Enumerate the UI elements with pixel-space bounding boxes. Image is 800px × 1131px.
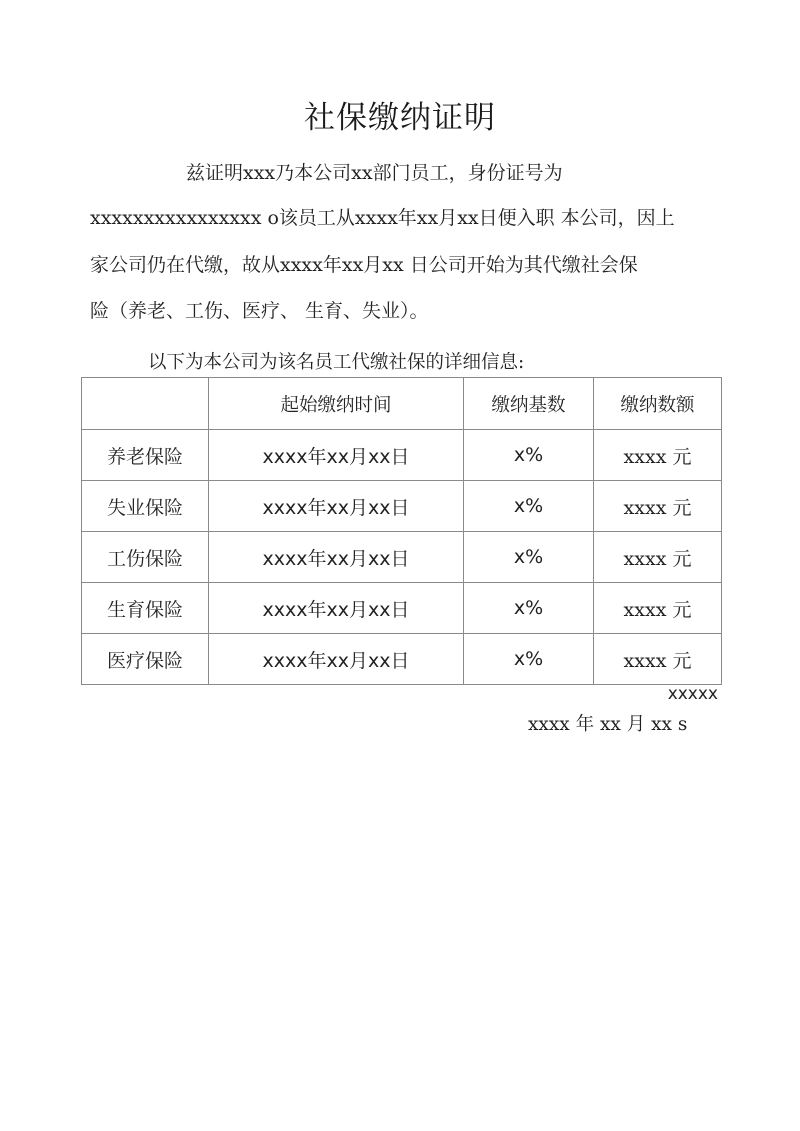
- amount-cell: xxxx 元: [594, 634, 722, 685]
- start-date-cell: xxxx年xx月xx日: [209, 481, 464, 532]
- base-rate-cell: x%: [464, 481, 594, 532]
- insurance-type-cell: 失业保险: [82, 481, 209, 532]
- base-rate-cell: x%: [464, 430, 594, 481]
- insurance-type-cell: 生育保险: [82, 583, 209, 634]
- amount-cell: xxxx 元: [594, 430, 722, 481]
- table-header-row: [82, 378, 722, 430]
- header-base: 缴纳基数: [464, 378, 594, 430]
- document-title: 社保缴纳证明: [304, 100, 496, 136]
- table-row: [82, 583, 722, 634]
- insurance-type-cell: 养老保险: [82, 430, 209, 481]
- amount-cell: xxxx 元: [594, 583, 722, 634]
- table-row: [82, 634, 722, 685]
- start-date-cell: xxxx年xx月xx日: [209, 430, 464, 481]
- paragraph-line-1: 兹证明xxx乃本公司xx部门员工，身份证号为: [186, 162, 563, 184]
- base-rate-cell: x%: [464, 634, 594, 685]
- signature: xxxxx: [667, 684, 718, 704]
- issue-date: xxxx 年 xx 月 xx s: [528, 714, 688, 735]
- paragraph-line-3: 家公司仍在代缴，故从xxxx年xx月xx 日公司开始为其代缴社会保: [90, 254, 638, 276]
- amount-cell: xxxx 元: [594, 532, 722, 583]
- table-row: [82, 532, 722, 583]
- base-rate-cell: x%: [464, 583, 594, 634]
- paragraph-line-2: xxxxxxxxxxxxxxxx o该员工从xxxx年xx月xx日便入职 本公司，因上: [90, 207, 675, 229]
- table-row: [82, 481, 722, 532]
- insurance-type-cell: 医疗保险: [82, 634, 209, 685]
- header-start-date: 起始缴纳时间: [209, 378, 464, 430]
- start-date-cell: xxxx年xx月xx日: [209, 583, 464, 634]
- header-empty-cell: [82, 378, 209, 430]
- table-intro: 以下为本公司为该名员工代缴社保的详细信息:: [148, 352, 525, 373]
- table-row: [82, 430, 722, 481]
- amount-cell: xxxx 元: [594, 481, 722, 532]
- insurance-table: [81, 377, 722, 685]
- base-rate-cell: x%: [464, 532, 594, 583]
- insurance-type-cell: 工伤保险: [82, 532, 209, 583]
- header-amount: 缴纳数额: [594, 378, 722, 430]
- start-date-cell: xxxx年xx月xx日: [209, 532, 464, 583]
- paragraph-line-4: 险（养老、工伤、医疗、 生育、失业）。: [90, 300, 429, 322]
- start-date-cell: xxxx年xx月xx日: [209, 634, 464, 685]
